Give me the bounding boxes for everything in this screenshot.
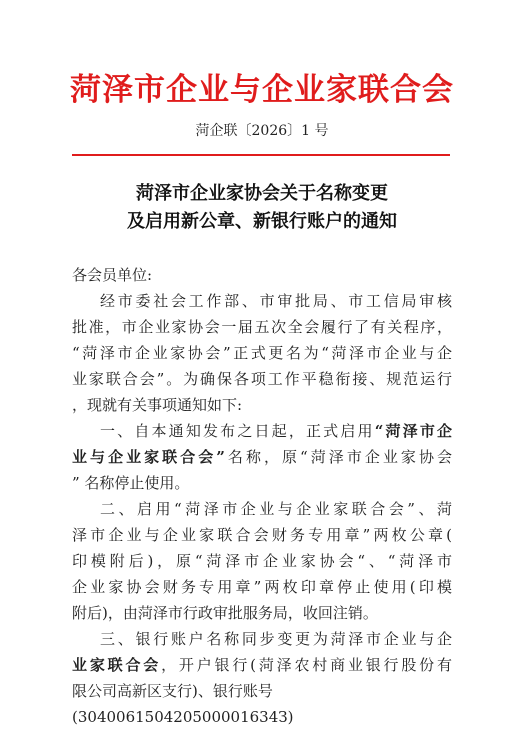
item1-line-2-text: 名称，原“菏泽市企业家协会 bbox=[224, 448, 452, 466]
item3-line-2 bbox=[72, 652, 452, 678]
item2-line-3: 印模附后)，原“菏泽市企业家协会“、“菏泽市 bbox=[72, 552, 452, 570]
para1-line-4: 业家联合会”。为确保各项工作平稳衔接、规范运行 bbox=[72, 370, 452, 388]
salutation: 各会员单位: bbox=[72, 266, 153, 284]
item3-line-2-bold: 业家联合会 bbox=[72, 656, 162, 674]
item3-line-2-text: ，开户银行(菏泽农村商业银行股份有 bbox=[161, 656, 452, 674]
red-divider-line bbox=[72, 154, 450, 156]
item2-line-2: 泽市企业与企业家联合会财务专用章”两枚公章( bbox=[72, 526, 452, 544]
notice-body bbox=[72, 262, 452, 730]
para1-line-5: ，现就有关事项通知如下: bbox=[72, 396, 243, 414]
para1-line-2: 批准，市企业家协会一届五次全会履行了有关程序， bbox=[72, 318, 452, 336]
notice-title-line-2: 及启用新公章、新银行账户的通知 bbox=[127, 211, 397, 232]
item2-line-1: 二、启用“菏泽市企业与企业家联合会”、菏 bbox=[100, 500, 452, 518]
item3-line-4: (304006150420500001634З) bbox=[72, 708, 294, 726]
item3-line-3: 限公司高新区支行)、银行账号 bbox=[72, 682, 273, 700]
item2-line-5: 附后)，由菏泽市行政审批服务局，收回注销。 bbox=[72, 604, 378, 622]
para1-line-3: “菏泽市企业家协会”正式更名为“菏泽市企业与企 bbox=[72, 344, 452, 362]
item2-line-4: 企业家协会财务专用章”两枚印章停止使用(印模 bbox=[72, 578, 452, 596]
notice-title bbox=[0, 180, 524, 236]
item1-line-3: ” 名称停止使用。 bbox=[72, 474, 190, 492]
item1-line-2 bbox=[72, 444, 452, 470]
item1-line-1 bbox=[72, 418, 452, 444]
item1-line-1-text: 一、自本通知发布之日起，正式启用 bbox=[100, 422, 375, 440]
notice-title-line-1: 菏泽市企业家协会关于名称变更 bbox=[136, 183, 388, 204]
item1-line-1-bold: “菏泽市企 bbox=[374, 422, 452, 440]
item1-line-2-bold: 业与企业家联合会” bbox=[72, 448, 225, 466]
item3-line-1: 三、银行账户名称同步变更为菏泽市企业与企 bbox=[100, 630, 452, 648]
org-title: 菏泽市企业与企业家联合会 bbox=[70, 72, 454, 108]
document-number: 菏企联〔2026〕1 号 bbox=[195, 123, 329, 139]
para1-line-1: 经市委社会工作部、市审批局、市工信局审核 bbox=[100, 292, 452, 310]
